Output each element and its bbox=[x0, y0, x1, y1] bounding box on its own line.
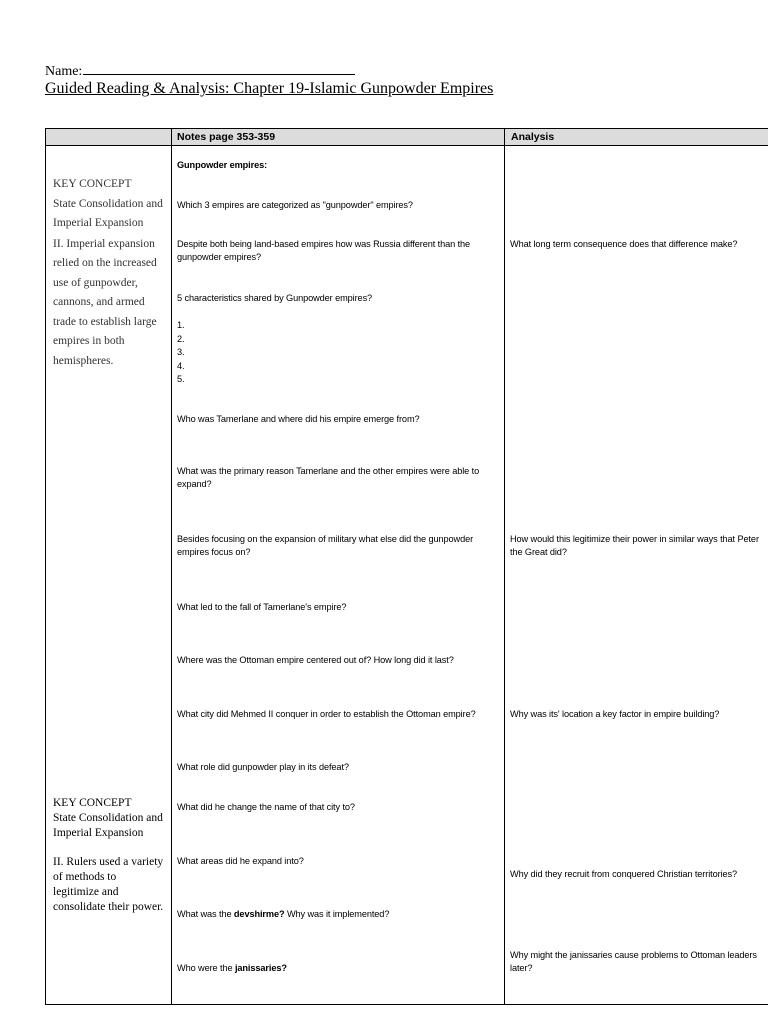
question-13 bbox=[177, 908, 499, 921]
question-7: What led to the fall of Tamerlane's empire? bbox=[177, 602, 347, 612]
question-3: 5 characteristics shared by Gunpowder empires? bbox=[177, 293, 373, 303]
document-title: Guided Reading & Analysis: Chapter 19-Islamic Gunpowder Empires bbox=[45, 80, 494, 97]
key-concept-text: II. Rulers used a variety of methods to legitimize and consolidate their power. bbox=[53, 856, 164, 913]
question-12: What areas did he expand into? bbox=[177, 856, 304, 866]
characteristics-list[interactable] bbox=[177, 319, 499, 387]
question-5: What was the primary reason Tamerlane and the other empires were able to expand? bbox=[177, 466, 480, 489]
key-concept-2 bbox=[53, 796, 165, 915]
key-concept-text: II. Imperial expansion relied on the increased use of gunpowder, cannons, and armed trade to establish large empires in both hemispheres. bbox=[53, 237, 157, 367]
question-4: Who was Tamerlane and where did his empire emerge from? bbox=[177, 414, 420, 424]
term-devshirme: devshirme? bbox=[233, 909, 285, 919]
header-notes: Notes page 353-359 bbox=[177, 131, 276, 143]
section-heading: Gunpowder empires: bbox=[177, 160, 268, 170]
question-8: Where was the Ottoman empire centered out of? How long did it last? bbox=[177, 655, 454, 665]
analysis-question-5: Why might the janissaries cause problems to Ottoman leaders later? bbox=[510, 950, 757, 973]
question-9: What city did Mehmed II conquer in order to establish the Ottoman empire? bbox=[177, 709, 476, 719]
key-concept-title: State Consolidation and Imperial Expansion bbox=[53, 197, 163, 229]
analysis-question-4: Why did they recruit from conquered Christian territories? bbox=[510, 869, 738, 879]
analysis-question-2: How would this legitimize their power in similar ways that Peter the Great did? bbox=[510, 534, 759, 557]
list-item: 4. bbox=[177, 360, 185, 371]
name-blank-line[interactable] bbox=[83, 62, 355, 75]
list-item: 2. bbox=[177, 333, 185, 344]
question-10: What role did gunpowder play in its defeat? bbox=[177, 762, 349, 772]
guided-reading-table bbox=[45, 128, 768, 1005]
name-label: Name: bbox=[45, 64, 83, 79]
column-divider-2 bbox=[504, 129, 505, 1004]
key-concept-heading: KEY CONCEPT bbox=[53, 178, 132, 190]
question-11: What did he change the name of that city to? bbox=[177, 802, 355, 812]
table-header-row bbox=[46, 129, 768, 146]
name-field-label bbox=[45, 62, 355, 80]
question-14 bbox=[177, 962, 499, 975]
question-1: Which 3 empires are categorized as "gunpowder" empires? bbox=[177, 200, 413, 210]
question-13-prefix: What was the bbox=[177, 909, 232, 919]
analysis-question-1: What long term consequence does that difference make? bbox=[510, 239, 738, 249]
term-janissaries: janissaries? bbox=[234, 963, 287, 973]
key-concept-heading: KEY CONCEPT bbox=[53, 797, 132, 809]
analysis-question-3: Why was its' location a key factor in empire building? bbox=[510, 709, 720, 719]
list-item: 5. bbox=[177, 374, 185, 384]
question-6: Besides focusing on the expansion of military what else did the gunpowder empires focus on? bbox=[177, 534, 474, 557]
question-2: Despite both being land-based empires how was Russia different than the gunpowder empires? bbox=[177, 239, 471, 262]
column-divider-1 bbox=[171, 129, 172, 1004]
key-concept-1 bbox=[53, 175, 165, 371]
question-13-suffix: Why was it implemented? bbox=[286, 909, 390, 919]
key-concept-title: State Consolidation and Imperial Expansion bbox=[53, 812, 163, 839]
question-14-prefix: Who were the bbox=[177, 963, 233, 973]
list-item: 3. bbox=[177, 347, 185, 357]
header-analysis: Analysis bbox=[511, 131, 555, 143]
list-item: 1. bbox=[177, 320, 185, 330]
